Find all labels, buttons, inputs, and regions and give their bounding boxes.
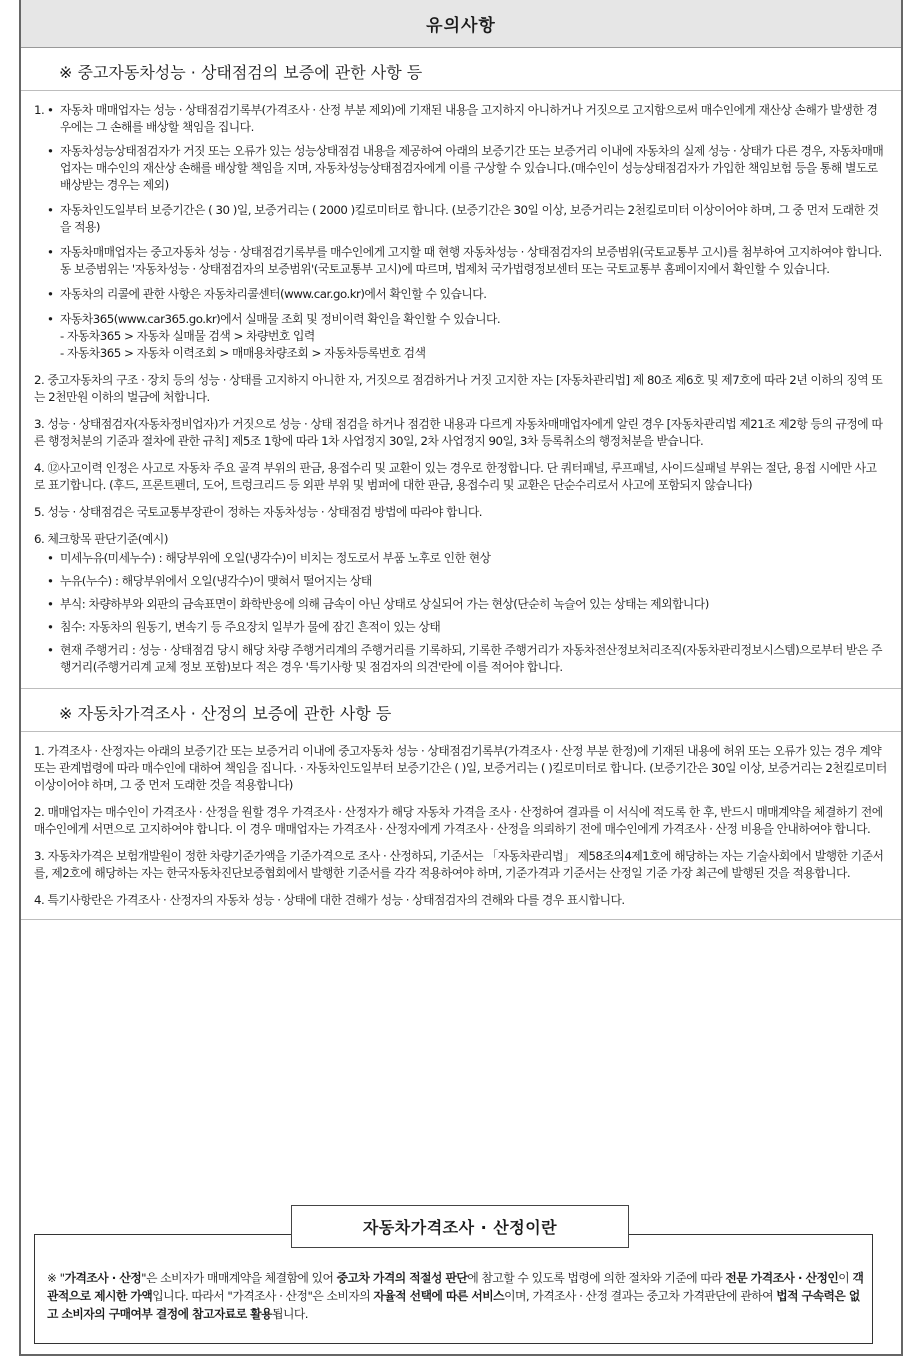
info-box-text [47,1269,870,1323]
list-item: 자동차인도일부터 보증기간은 ( 30 )일, 보증거리는 ( 2000 )킬로미터로 합니다. (보증기간은 30일 이상, 보증거리는 2천킬로미터 이상이어야 하며, 그 중 먼저 도래한 것을 적용) [60,203,879,234]
bullet-icon: • [47,312,54,326]
item-5: 5. 성능 · 상태점검은 국토교통부장관이 정하는 자동차성능 · 상태점검 방법에 따라야 합니다. [34,505,483,519]
bullet-icon: • [47,287,54,301]
item-3: 3. 성능 · 상태점검자(자동차정비업자)가 거짓으로 성능 · 상태 점검을 하거나 점검한 내용과 다르게 자동차매매업자에게 알린 경우 [자동차관리법 제21조 제2항 등의 규정에 따른 행정처분의 기준과 절차에 관한 규칙] 제5조 1항에 따라 1차 사업정지 30일, 2차 사업정지 90일, 3차 등록취소의 행정처분을 받습니다. [34,417,883,448]
box-bold-part: 중고차 가격의 적절성 판단 [336,1271,468,1285]
list-item [60,311,887,362]
section2-item-2: 2. 매매업자는 매수인이 가격조사 · 산정을 원할 경우 가격조사 · 산정자가 해당 자동차 가격을 조사 · 산정하여 결과를 이 서식에 적도록 한 후, 반드시 매매계약을 체결하기 전에 매수인에게 서면으로 고지하여야 합니다. 이 경우 매매업자는 가격조사 · 산정자에게 가격조사 · 산정을 의뢰하기 전에 매수인에게 가격조사 · 산정 비용을 안내하여야 합니다. [34,805,883,836]
bullet-icon: • [47,103,54,117]
box-bold-part: 자율적 선택에 따른 서비스 [373,1289,505,1303]
list-item: 자동차의 리콜에 관한 사항은 자동차리콜센터(www.car.go.kr)에서 확인할 수 있습니다. [60,287,487,301]
item-2: 2. 중고자동차의 구조 · 장치 등의 성능 · 상태를 고지하지 아니한 자, 거짓으로 점검하거나 거짓 고지한 자는 [자동차관리법] 제 80조 제6호 및 제7호에 따라 2년 이하의 징역 또는 2천만원 이하의 벌금에 처합니다. [34,373,883,404]
item-4: 4. ⑫사고이력 인정은 사고로 자동차 주요 골격 부위의 판금, 용접수리 및 교환이 있는 경우로 한정합니다. 단 쿼터패널, 루프패널, 사이드실패널 부위는 절단, 용접 시에만 사고로 표기합니다. (후드, 프론트펜더, 도어, 트렁크리드 등 외판 부위 및 범퍼에 대한 판금, 용접수리 및 교환은 단순수리로서 사고에 포함되지 않습니다) [34,461,877,492]
item-1 [34,102,887,362]
box-text-part: ※ " [47,1271,65,1285]
bullet-icon: • [47,620,54,634]
box-text-part: 이며, 가격조사 · 산정 결과는 중고차 가격판단에 관하여 [504,1289,777,1303]
section2-body [21,732,901,909]
notice-frame [19,0,903,1356]
item-6-title: 6. 체크항목 판단기준(예시) [34,532,168,546]
section2-item-3: 3. 자동차가격은 보험개발원이 정한 차량기준가액을 기준가격으로 조사 · 산정하되, 기준서는 「자동차관리법」 제58조의4제1호에 해당하는 자는 기술사회에서 발행한 기준서를, 제2호에 해당하는 자는 한국자동차진단보증협회에서 발행한 기준서를 각각 적용하여야 하며, 기준가격과 기준서는 산정일 기준 가장 최근에 발행된 것을 적용합니다. [34,849,884,880]
list-item: 미세누유(미세누수) : 해당부위에 오일(냉각수)이 비치는 정도로서 부품 노후로 인한 현상 [60,551,491,565]
list-item: 자동차매매업자는 중고자동차 성능 · 상태점검기록부를 매수인에게 고지할 때 현행 자동차성능 · 상태점검자의 보증범위(국토교통부 고시)를 첨부하여 고지하여야 합니다. 동 보증범위는 '자동차성능 · 상태점검자의 보증범위'(국토교통부 고시)에 따르며, 법제처 국가법령정보센터 또는 국토교통부 홈페이지에서 확인할 수 있습니다. [60,245,882,276]
box-text-part: 이 [838,1271,853,1285]
box-bold-part: 객관적으로 제시한 가액 [47,1271,864,1303]
list-item: 누유(누수) : 해당부위에서 오일(냉각수)이 맺혀서 떨어지는 상태 [60,574,372,588]
box-text-part: 에 참고할 수 있도록 법령에 의한 절차와 기준에 따라 [467,1271,726,1285]
list-item: 현재 주행거리 : 성능 · 상태점검 당시 해당 차량 주행거리계의 주행거리를 기록하되, 기록한 주행거리가 자동차전산정보처리조직(자동차관리정보시스템)으로부터 받은 주행거리(주행거리계 교체 정보 포함)보다 적은 경우 '특기사항 및 점검자의 의견'란에 이를 적어야 합니다. [60,643,882,674]
section2-item-4: 4. 특기사항란은 가격조사 · 산정자의 자동차 성능 · 상태에 대한 견해가 성능 · 상태점검자의 견해와 다를 경우 표시합니다. [34,893,625,907]
list-item: 자동차 매매업자는 성능 · 상태점검기록부(가격조사 · 산정 부분 제외)에 기재된 내용을 고지하지 아니하거나 거짓으로 고지함으로써 매수인에게 재산상 손해가 발생한 경우에는 그 손해를 배상할 책임을 집니다. [60,103,878,134]
bullet-icon: • [47,643,54,657]
page-title: 유의사항 [21,0,901,48]
bullet-icon: • [47,597,54,611]
box-bold-part: 전문 가격조사 · 산정인 [725,1271,839,1285]
box-text-part: 됩니다. [272,1307,308,1321]
item-number: 1. [34,103,45,117]
section1-body [21,91,901,676]
list-item: 부식: 차량하부와 외판의 금속표면이 화학반응에 의해 금속이 아닌 상태로 상실되어 가는 현상(단순히 녹슬어 있는 상태는 제외합니다) [60,597,709,611]
sub-line: - 자동차365 > 자동차 이력조회 > 매매용차량조회 > 자동차등록번호 검색 [60,346,426,360]
bullet-icon: • [47,574,54,588]
bullet-icon: • [47,144,54,158]
box-text-part: "은 소비자가 매매계약을 체결함에 있어 [141,1271,337,1285]
box-text-part: 입니다. 따라서 "가격조사 · 산정"은 소비자의 [152,1289,374,1303]
item-6 [34,531,887,676]
section1-heading: ※ 중고자동차성능 · 상태점검의 보증에 관한 사항 등 [59,63,423,82]
section2-item-1: 1. 가격조사 · 산정자는 아래의 보증기간 또는 보증거리 이내에 중고자동차 성능 · 상태점검기록부(가격조사 · 산정 부분 한정)에 기재된 내용에 허위 또는 오류가 있는 경우 계약 또는 관계법령에 따라 매수인에 대하여 책임을 집니다. · 자동차인도일부터 보증기간은 ( )일, 보증거리는 ( )킬로미터로 합니다. (보증기간은 30일 이상, 보증거리는 2천킬로미터 이상이어야 하며, 그 중 먼저 도래한 것을 적용합니다) [34,744,887,792]
list-item: 자동차성능상태점검자가 거짓 또는 오류가 있는 성능상태점검 내용을 제공하여 아래의 보증기간 또는 보증거리 이내에 자동차의 실제 성능 · 상태가 다른 경우, 자동차매매업자는 매수인의 재산상 손해를 배상할 책임을 지며, 자동차성능상태점검자에게 이를 구상할 수 있습니다.(매수인이 성능상태점검자가 가입한 책임보험 등을 통해 별도로 배상받는 경우는 제외) [60,144,884,192]
section2-heading: ※ 자동차가격조사 · 산정의 보증에 관한 사항 등 [59,704,392,723]
list-item: 침수: 자동차의 원동기, 변속기 등 주요장치 일부가 물에 잠긴 흔적이 있는 상태 [60,620,441,634]
info-box-title: 자동차가격조사 · 산정이란 [291,1205,629,1248]
list-item-text: 자동차365(www.car365.go.kr)에서 실매물 조회 및 정비이력 확인을 확인할 수 있습니다. [60,312,501,326]
divider [21,919,901,920]
box-bold-part: 법적 구속력은 없고 소비자의 구매여부 결정에 참고자료로 활용 [47,1289,860,1321]
bullet-icon: • [47,245,54,259]
bullet-icon: • [47,551,54,565]
bullet-icon: • [47,203,54,217]
sub-line: - 자동차365 > 자동차 실매물 검색 > 차량번호 입력 [60,329,315,343]
box-bold-part: 가격조사 · 산정 [64,1271,142,1285]
